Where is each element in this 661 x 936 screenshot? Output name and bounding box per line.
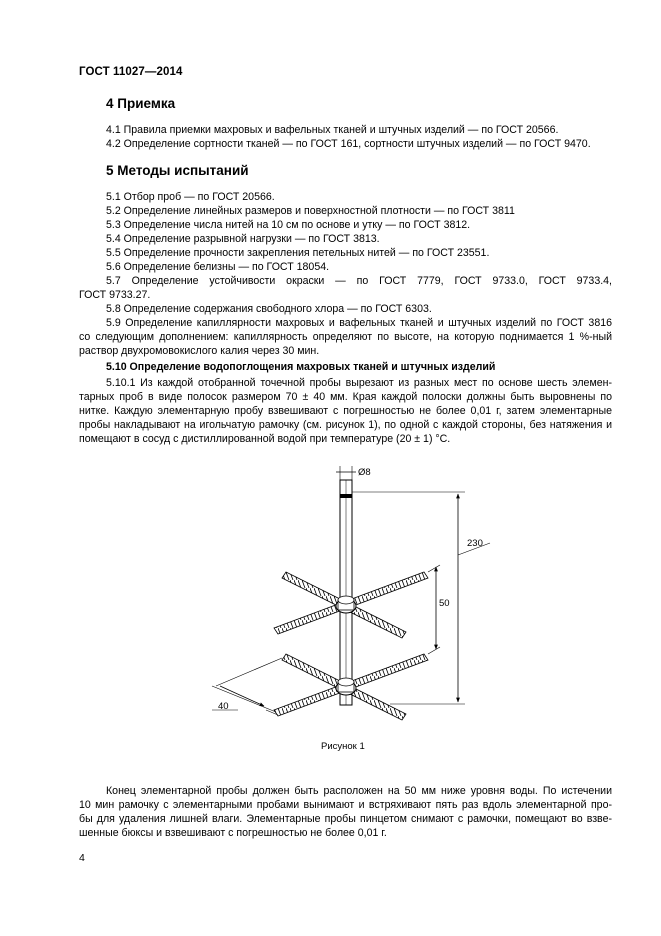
spacing-label: 50 (439, 598, 450, 609)
closing-line-1: Конец элементарной пробы должен быть расположен на 50 мм ниже уровня воды. По истечении (106, 785, 612, 797)
item-5-2: 5.2 Определение линейных размеров и поверхностной плотности — по ГОСТ 3811 (106, 205, 515, 217)
item-4-2: 4.2 Определение сортности тканей — по ГОСТ 161, сортности штучных изделий — по ГОСТ 9470. (106, 138, 591, 150)
item-5-4: 5.4 Определение разрывной нагрузки — по ГОСТ 3813. (106, 233, 380, 245)
diameter-label: Ø8 (358, 467, 371, 478)
page-number: 4 (79, 852, 85, 864)
item-5-7-line-1: 5.7 Определение устойчивости окраски — по ГОСТ 7779, ГОСТ 9733.0, ГОСТ 9733.4, (106, 275, 612, 287)
closing-line-2: 10 мин рамочку с элементарными пробами вынимают и встряхивают пять раз вдоль элементарной про- (79, 799, 612, 811)
item-5-9-line-1: 5.9 Определение капиллярности махровых и вафельных тканей и штучных изделий по ГОСТ 3816 (106, 317, 612, 329)
item-5-3: 5.3 Определение числа нитей на 10 см по основе и утку — по ГОСТ 3812. (106, 219, 471, 231)
vertical-rod (340, 480, 352, 705)
paragraph-5-10-1-line-1: 5.10.1 Из каждой отобранной точечной пробы вырезают из разных мест по основе шесть элемен- (106, 377, 612, 389)
closing-line-4: шенные бюксы и взвешивают с погрешностью не более 0,01 г. (79, 827, 387, 839)
paragraph-5-10-1-line-5: помещают в сосуд с дистиллированной водой при температуре (20 ± 1) °С. (79, 433, 451, 445)
spacing-dimension (428, 565, 440, 654)
item-5-1: 5.1 Отбор проб — по ГОСТ 20566. (106, 191, 275, 203)
item-5-9-line-2: со следующим дополнением: капиллярность определяют по высоте, на которую поднимается 1 %-ный (79, 331, 612, 343)
item-5-8: 5.8 Определение содержания свободного хлора — по ГОСТ 6303. (106, 303, 432, 315)
paragraph-5-10-1-line-2: тарных проб в виде полосок размером 70 ± 40 мм. Края каждой полоски должны быть выровнены по (79, 391, 612, 403)
figure-caption: Рисунок 1 (321, 741, 365, 752)
section-5-heading: 5 Методы испытаний (106, 163, 249, 178)
item-4-1: 4.1 Правила приемки махровых и вафельных тканей и штучных изделий — по ГОСТ 20566. (106, 124, 559, 136)
height-label: 230 (467, 538, 483, 549)
width-label: 40 (218, 701, 229, 712)
closing-line-3: бы для удаления лишней влаги. Элементарные пробы пинцетом снимают с рамочки, помещают во взве- (79, 813, 612, 825)
document-header: ГОСТ 11027—2014 (79, 66, 183, 78)
paragraph-5-10-1-line-4: пробы накладывают на игольчатую рамочку (см. рисунок 1), по одной с каждой стороны, без натяжения и (79, 419, 612, 431)
subsection-5-10-heading: 5.10 Определение водопоглощения махровых тканей и штучных изделий (106, 361, 496, 373)
paragraph-5-10-1-line-3: нитке. Каждую элементарную пробу взвешивают с погрешностью не более 0,01 г, затем элементарные (79, 405, 612, 417)
needle-frame-figure (190, 460, 510, 730)
item-5-5: 5.5 Определение прочности закрепления петельных нитей — по ГОСТ 23551. (106, 247, 490, 259)
item-5-9-line-3: раствор двухромовокислого калия через 30 мин. (79, 345, 320, 357)
item-5-7-line-2: ГОСТ 9733.27. (79, 289, 151, 301)
section-4-heading: 4 Приемка (106, 96, 176, 111)
item-5-6: 5.6 Определение белизны — по ГОСТ 18054. (106, 261, 330, 273)
